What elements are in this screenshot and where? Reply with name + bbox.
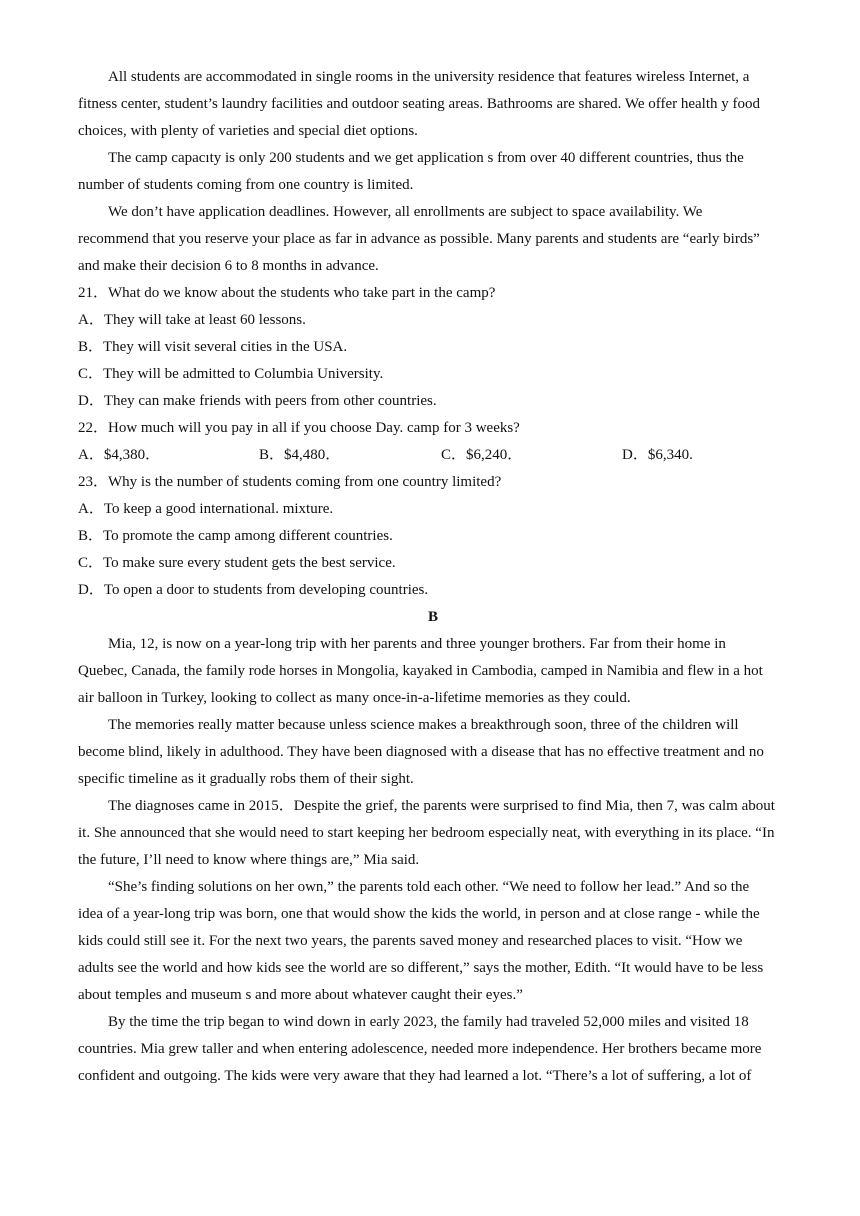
- text-line: The camp capacıty is only 200 students and we get application s from over 40 different countries, thus the: [108, 150, 744, 166]
- option-b: B．$4,480．: [259, 447, 341, 463]
- option-d: D．To open a door to students from developing countries.: [78, 582, 429, 598]
- text-line: and make their decision 6 to 8 months in advance.: [78, 258, 379, 274]
- text-line: specific timeline as it gradually robs them of their sight.: [78, 771, 414, 787]
- text-line: Mia, 12, is now on a year-long trip with her parents and three younger brothers. Far from their home in: [108, 636, 726, 652]
- section-heading: B: [427, 609, 438, 625]
- question-stem: 21．What do we know about the students who take part in the camp?: [78, 285, 496, 301]
- text-line: about temples and museum s and more about whatever caught their eyes.”: [78, 987, 523, 1003]
- option-a: A．They will take at least 60 lessons.: [78, 312, 306, 328]
- option-d: D．They can make friends with peers from other countries.: [78, 393, 437, 409]
- option-d: D．$6,340.: [622, 447, 693, 463]
- text-line: the future, I’ll need to know where things are,” Mia said.: [78, 852, 420, 868]
- option-b: B．They will visit several cities in the USA.: [78, 339, 348, 355]
- options-row: [78, 442, 788, 469]
- text-line: “She’s finding solutions on her own,” the parents told each other. “We need to follow her lead.” And so the: [108, 879, 750, 895]
- passage-a-paragraph-3: [78, 199, 788, 280]
- text-line: adults see the world and how kids see the world are so different,” says the mother, Edith. “It would have to be less: [78, 960, 764, 976]
- passage-b-paragraph-3: [78, 793, 788, 874]
- question-21: [78, 280, 788, 415]
- option-a: A．To keep a good international. mixture.: [78, 501, 334, 517]
- text-line: air balloon in Turkey, looking to collect as many once-in-a-lifetime memories as they could.: [78, 690, 631, 706]
- text-line: confident and outgoing. The kids were very aware that they had learned a lot. “There’s a lot of suffering, a lot of: [78, 1068, 752, 1084]
- question-stem: 22．How much will you pay in all if you choose Day. camp for 3 weeks?: [78, 420, 520, 436]
- question-22: [78, 415, 788, 469]
- passage-b-paragraph-4: [78, 874, 788, 1009]
- document-content: [78, 64, 788, 1090]
- text-line: kids could still see it. For the next two years, the parents saved money and researched places to visit. “How we: [78, 933, 743, 949]
- text-line: number of students coming from one country is limited.: [78, 177, 414, 193]
- question-stem: 23．Why is the number of students coming from one country limited?: [78, 474, 502, 490]
- passage-b-paragraph-5: [78, 1009, 788, 1090]
- text-line: choices, with plenty of varieties and special diet options.: [78, 123, 418, 139]
- option-b: B．To promote the camp among different countries.: [78, 528, 393, 544]
- passage-a-paragraph-2: [78, 145, 788, 199]
- text-line: The memories really matter because unless science makes a breakthrough soon, three of the children will: [108, 717, 739, 733]
- text-line: become blind, likely in adulthood. They have been diagnosed with a disease that has no effective treatment and no: [78, 744, 764, 760]
- passage-b-paragraph-2: [78, 712, 788, 793]
- text-line: idea of a year-long trip was born, one that would show the kids the world, in person and at close range - while the: [78, 906, 760, 922]
- text-line: it. She announced that she would need to start keeping her bedroom especially neat, with everything in its place. “In: [78, 825, 775, 841]
- option-a: A．$4,380．: [78, 447, 161, 463]
- text-line: We don’t have application deadlines. However, all enrollments are subject to space availability. We: [108, 204, 703, 220]
- question-23: [78, 469, 788, 604]
- text-line: recommend that you reserve your place as far in advance as possible. Many parents and students are “early birds”: [78, 231, 760, 247]
- text-line: Quebec, Canada, the family rode horses in Mongolia, kayaked in Cambodia, camped in Namibia and flew in a hot: [78, 663, 763, 679]
- text-line: By the time the trip began to wind down in early 2023, the family had traveled 52,000 miles and visited 18: [108, 1014, 749, 1030]
- text-line: All students are accommodated in single rooms in the university residence that features wireless Internet, a: [108, 69, 750, 85]
- text-line: countries. Mia grew taller and when entering adolescence, needed more independence. Her brothers became more: [78, 1041, 762, 1057]
- option-c: C．$6,240．: [441, 447, 523, 463]
- text-line: fitness center, student’s laundry facilities and outdoor seating areas. Bathrooms are shared. We offer health y food: [78, 96, 761, 112]
- passage-a-paragraph-1: [78, 64, 788, 145]
- option-c: C．To make sure every student gets the best service.: [78, 555, 396, 571]
- text-line: The diagnoses came in 2015．Despite the grief, the parents were surprised to find Mia, then 7, was calm about: [108, 798, 775, 814]
- passage-b-paragraph-1: [78, 631, 788, 712]
- option-c: C．They will be admitted to Columbia University.: [78, 366, 384, 382]
